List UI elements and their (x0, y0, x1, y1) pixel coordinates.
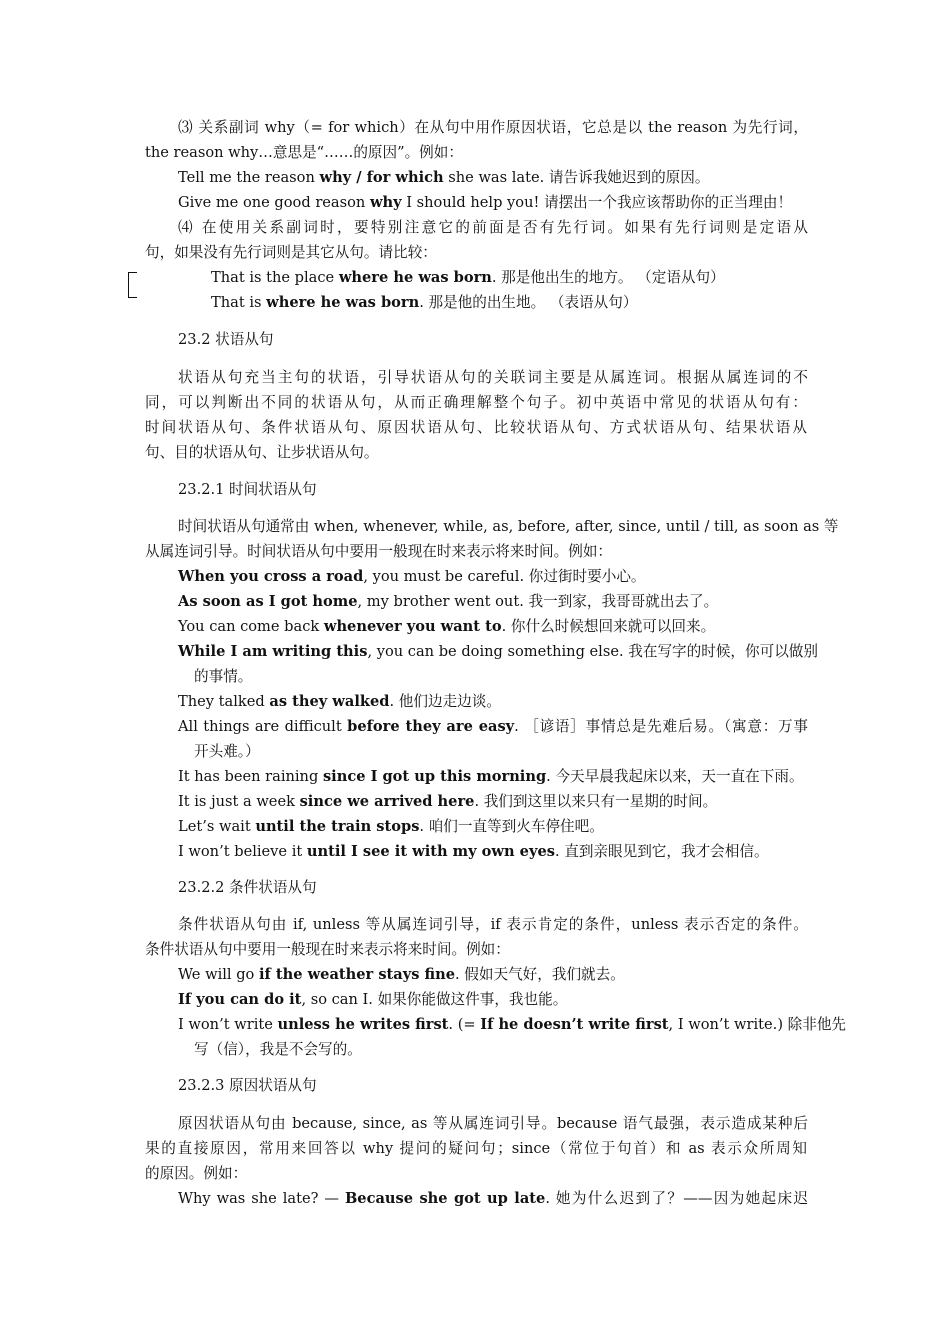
example-sentence: You can come back whenever you want to. 你什么时候想回来就可以回来。 (178, 618, 716, 635)
example-sentence: While I am writing this, you can be doing something else. 我在写字的时候，你可以做别 (178, 643, 818, 660)
intro-line-1: 状语从句充当主句的状语，引导状语从句的关联词主要是从属连词。根据从属连词的不 (178, 369, 808, 386)
intro-line-3: 的原因。例如： (145, 1165, 248, 1182)
paragraph-4-line-2: 句，如果没有先行词则是其它从句。请比较： (145, 244, 437, 261)
example-sentence: I won’t believe it until I see it with my own eyes. 直到亲眼见到它，我才会相信。 (178, 843, 769, 860)
paragraph-4-line-1: ⑷ 在使用关系副词时，要特别注意它的前面是否有先行词。如果有先行词则是定语从 (178, 219, 808, 236)
intro-line-1: 条件状语从句由 if, unless 等从属连词引导，if 表示肯定的条件，unless 表示否定的条件。 (178, 916, 808, 933)
example-sentence: If you can do it, so can I. 如果你能做这件事，我也能。 (178, 991, 568, 1008)
section-heading: 23.2.1 时间状语从句 (178, 481, 317, 498)
comparison-bracket (128, 272, 137, 298)
example-continuation: 开头难。） (194, 743, 260, 760)
example-sentence: As soon as I got home, my brother went out. 我一到家，我哥哥就出去了。 (178, 593, 719, 610)
example-sentence: It is just a week since we arrived here. 我们到这里以来只有一星期的时间。 (178, 793, 718, 810)
example-sentence: When you cross a road, you must be careful. 你过街时要小心。 (178, 568, 646, 585)
section-heading: 23.2 状语从句 (178, 331, 274, 348)
intro-line-3: 时间状语从句、条件状语从句、原因状语从句、比较状语从句、方式状语从句、结果状语从 (145, 419, 807, 436)
example-sentence: All things are difficult before they are easy. ［谚语］事情总是先难后易。（寓意：万事 (178, 718, 809, 735)
example-sentence: Give me one good reason why I should help you! 请摆出一个我应该帮助你的正当理由！ (178, 194, 793, 211)
paragraph-3-line-1: ⑶ 关系副词 why（= for which）在从句中用作原因状语，它总是以 the reason 为先行词， (178, 119, 808, 136)
example-sentence: They talked as they walked. 他们边走边谈。 (178, 693, 501, 710)
intro-line-1: 原因状语从句由 because, since, as 等从属连词引导。because 语气最强，表示造成某种后 (178, 1115, 808, 1132)
intro-line-2: 条件状语从句中要用一般现在时来表示将来时间。例如： (145, 941, 510, 958)
example-sentence: I won’t write unless he writes first. (= If he doesn’t write first, I won’t write.) 除非他先 (178, 1016, 847, 1033)
example-continuation: 的事情。 (194, 668, 253, 685)
paragraph-3-line-2: the reason why…意思是“……的原因”。例如： (145, 144, 463, 161)
comparison-sentence: That is where he was born. 那是他的出生地。 （表语从句） (211, 294, 638, 311)
comparison-sentence: That is the place where he was born. 那是他出生的地方。 （定语从句） (211, 269, 725, 286)
intro-line-2: 同，可以判断出不同的状语从句，从而正确理解整个句子。初中英语中常见的状语从句有： (145, 394, 807, 411)
example-sentence: It has been raining since I got up this morning. 今天早晨我起床以来，天一直在下雨。 (178, 768, 804, 785)
example-sentence: Tell me the reason why / for which she was late. 请告诉我她迟到的原因。 (178, 169, 710, 186)
example-sentence: Let’s wait until the train stops. 咱们一直等到火车停住吧。 (178, 818, 604, 835)
example-sentence: We will go if the weather stays fine. 假如天气好，我们就去。 (178, 966, 625, 983)
example-continuation: 写（信），我是不会写的。 (194, 1041, 362, 1058)
example-sentence: Why was she late? — Because she got up late. 她为什么迟到了？——因为她起床迟 (178, 1190, 808, 1207)
section-heading: 23.2.3 原因状语从句 (178, 1077, 317, 1094)
section-heading: 23.2.2 条件状语从句 (178, 879, 317, 896)
intro-line-4: 句、目的状语从句、让步状语从句。 (145, 444, 379, 461)
intro-line-1: 时间状语从句通常由 when, whenever, while, as, before, after, since, until / till, as soon as 等 (178, 518, 839, 535)
intro-line-2: 果的直接原因，常用来回答以 why 提问的疑问句；since（常位于句首）和 as 表示众所周知 (145, 1140, 807, 1157)
intro-line-2: 从属连词引导。时间状语从句中要用一般现在时来表示将来时间。例如： (145, 543, 613, 560)
